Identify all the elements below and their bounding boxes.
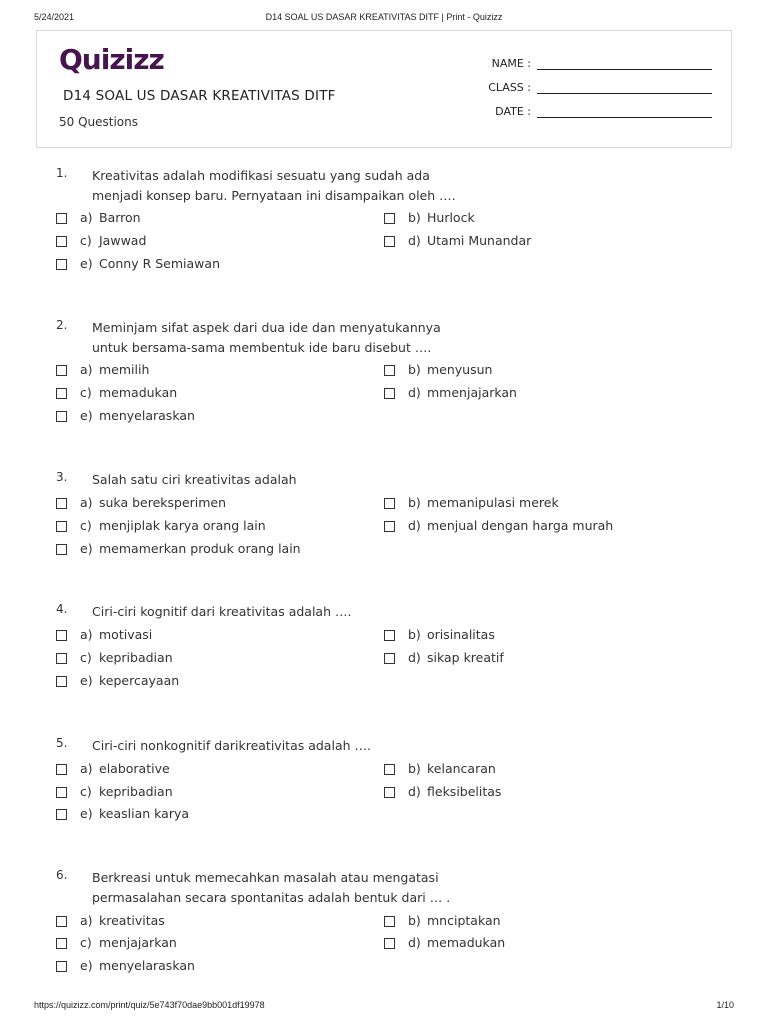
date-label: DATE : (495, 105, 531, 118)
option-text: Barron (99, 210, 141, 225)
option-text: memadukan (99, 385, 178, 400)
option-text: elaborative (99, 761, 170, 776)
option-text: Jawwad (99, 233, 147, 248)
option-letter: d) (408, 385, 421, 400)
option-text: orisinalitas (427, 627, 495, 642)
option-text: mnciptakan (427, 913, 501, 928)
checkbox-icon[interactable] (56, 365, 67, 376)
option-text: mmenjajarkan (427, 385, 517, 400)
quizizz-logo: Quizizz (59, 43, 164, 76)
question-number: 3. (56, 470, 68, 484)
option-text: suka bereksperimen (99, 495, 227, 510)
option-letter: c) (80, 233, 92, 248)
checkbox-icon[interactable] (56, 961, 67, 972)
option-text: memamerkan produk orang lain (99, 541, 301, 556)
name-line (537, 69, 712, 70)
question-text-line: Ciri-ciri kognitif dari kreativitas adalah …. (92, 604, 352, 619)
question-text (92, 868, 492, 908)
option-letter: e) (80, 408, 93, 423)
question-text (92, 166, 492, 206)
question-count: 50 Questions (59, 115, 139, 129)
checkbox-icon[interactable] (56, 764, 67, 775)
checkbox-icon[interactable] (56, 411, 67, 422)
checkbox-icon[interactable] (384, 521, 395, 532)
option-text: Hurlock (427, 210, 475, 225)
option-letter: a) (80, 913, 93, 928)
option-text: Conny R Semiawan (99, 256, 220, 271)
option-letter: b) (408, 210, 421, 225)
quiz-header-card (36, 30, 732, 148)
option-letter: c) (80, 784, 92, 799)
option-letter: e) (80, 958, 93, 973)
checkbox-icon[interactable] (384, 365, 395, 376)
print-footer (34, 1000, 734, 1014)
option-text: kepribadian (99, 650, 173, 665)
option-text: menjiplak karya orang lain (99, 518, 266, 533)
option-letter: d) (408, 935, 421, 950)
option-letter: e) (80, 541, 93, 556)
print-date: 5/24/2021 (34, 12, 75, 22)
checkbox-icon[interactable] (56, 787, 67, 798)
option-letter: a) (80, 210, 93, 225)
option-letter: a) (80, 495, 93, 510)
option-letter: b) (408, 495, 421, 510)
checkbox-icon[interactable] (56, 259, 67, 270)
option-text: Utami Munandar (427, 233, 532, 248)
option-letter: a) (80, 627, 93, 642)
class-field (487, 77, 717, 101)
option-text: menjajarkan (99, 935, 177, 950)
option-letter: c) (80, 650, 92, 665)
question-text-line: permasalahan secara spontanitas adalah bentuk dari … . (92, 890, 451, 905)
question-number: 6. (56, 868, 68, 882)
option-letter: b) (408, 627, 421, 642)
checkbox-icon[interactable] (384, 787, 395, 798)
option-text: kepribadian (99, 784, 173, 799)
option-text: fleksibelitas (427, 784, 502, 799)
option-text: sikap kreatif (427, 650, 504, 665)
question-text (92, 736, 492, 756)
question-number: 2. (56, 318, 68, 332)
checkbox-icon[interactable] (384, 388, 395, 399)
date-line (537, 117, 712, 118)
checkbox-icon[interactable] (56, 544, 67, 555)
checkbox-icon[interactable] (56, 938, 67, 949)
print-header (34, 12, 734, 26)
option-text: memilih (99, 362, 150, 377)
option-text: menyelaraskan (99, 408, 195, 423)
option-letter: c) (80, 935, 92, 950)
option-letter: d) (408, 518, 421, 533)
date-field (487, 101, 717, 125)
checkbox-icon[interactable] (384, 236, 395, 247)
option-letter: e) (80, 256, 93, 271)
option-text: menyusun (427, 362, 493, 377)
option-text: kepercayaan (99, 673, 180, 688)
option-text: kreativitas (99, 913, 165, 928)
option-letter: e) (80, 806, 93, 821)
question-text (92, 470, 492, 490)
checkbox-icon[interactable] (56, 676, 67, 687)
class-line (537, 93, 712, 94)
student-fields (487, 53, 717, 125)
option-letter: a) (80, 362, 93, 377)
option-letter: d) (408, 784, 421, 799)
question-text-line: Salah satu ciri kreativitas adalah (92, 472, 297, 487)
option-letter: a) (80, 761, 93, 776)
question-number: 4. (56, 602, 68, 616)
page-number: 1/10 (716, 1000, 734, 1010)
checkbox-icon[interactable] (384, 498, 395, 509)
option-text: menyelaraskan (99, 958, 195, 973)
option-letter: b) (408, 913, 421, 928)
checkbox-icon[interactable] (384, 213, 395, 224)
print-title: D14 SOAL US DASAR KREATIVITAS DITF | Print - Quizizz (265, 12, 503, 22)
checkbox-icon[interactable] (384, 938, 395, 949)
option-letter: b) (408, 761, 421, 776)
checkbox-icon[interactable] (56, 236, 67, 247)
question-number: 5. (56, 736, 68, 750)
question-text (92, 602, 492, 622)
checkbox-icon[interactable] (56, 809, 67, 820)
option-letter: e) (80, 673, 93, 688)
checkbox-icon[interactable] (56, 916, 67, 927)
question-text (92, 318, 492, 358)
checkbox-icon[interactable] (384, 916, 395, 927)
question-text-line: Kreativitas adalah modifikasi sesuatu yang sudah ada (92, 168, 430, 183)
print-url: https://quizizz.com/print/quiz/5e743f70dae9bb001df19978 (34, 1000, 265, 1010)
option-letter: b) (408, 362, 421, 377)
option-text: kelancaran (427, 761, 496, 776)
option-text: motivasi (99, 627, 153, 642)
question-text-line: Ciri-ciri nonkognitif darikreativitas adalah …. (92, 738, 371, 753)
option-letter: c) (80, 385, 92, 400)
option-text: memadukan (427, 935, 506, 950)
checkbox-icon[interactable] (56, 653, 67, 664)
option-letter: d) (408, 233, 421, 248)
checkbox-icon[interactable] (384, 653, 395, 664)
question-text-line: menjadi konsep baru. Pernyataan ini disampaikan oleh …. (92, 188, 456, 203)
question-text-line: Meminjam sifat aspek dari dua ide dan menyatukannya (92, 320, 441, 335)
checkbox-icon[interactable] (56, 630, 67, 641)
option-text: memanipulasi merek (427, 495, 559, 510)
name-label: NAME : (491, 57, 531, 70)
class-label: CLASS : (488, 81, 531, 94)
name-field (487, 53, 717, 77)
option-letter: c) (80, 518, 92, 533)
quiz-title: D14 SOAL US DASAR KREATIVITAS DITF (63, 88, 336, 104)
option-letter: d) (408, 650, 421, 665)
question-text-line: untuk bersama-sama membentuk ide baru disebut …. (92, 340, 432, 355)
checkbox-icon[interactable] (56, 521, 67, 532)
checkbox-icon[interactable] (56, 213, 67, 224)
option-text: keaslian karya (99, 806, 190, 821)
checkbox-icon[interactable] (56, 498, 67, 509)
checkbox-icon[interactable] (56, 388, 67, 399)
question-text-line: Berkreasi untuk memecahkan masalah atau mengatasi (92, 870, 439, 885)
checkbox-icon[interactable] (384, 630, 395, 641)
checkbox-icon[interactable] (384, 764, 395, 775)
question-number: 1. (56, 166, 68, 180)
option-text: menjual dengan harga murah (427, 518, 614, 533)
